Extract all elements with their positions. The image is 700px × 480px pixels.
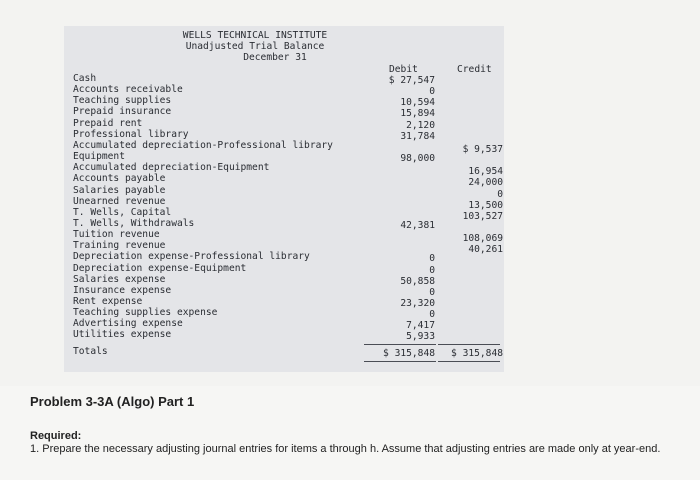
account-name: Unearned revenue bbox=[73, 196, 166, 207]
account-name: Utilities expense bbox=[73, 329, 172, 340]
required-text: 1. Prepare the necessary adjusting journal entries for items a through h. Assume that adjusting entries are made only at year-end. bbox=[30, 443, 661, 455]
credit-amount: 16,954 bbox=[468, 166, 503, 177]
debit-amount: 0 bbox=[429, 86, 435, 97]
credit-column-header: Credit bbox=[457, 64, 492, 75]
debit-column-header: Debit bbox=[389, 64, 418, 75]
debit-amount: 31,784 bbox=[400, 131, 435, 142]
credit-amount: $ 9,537 bbox=[462, 144, 503, 155]
account-name: Accumulated depreciation-Professional library bbox=[73, 140, 333, 151]
debit-amount: 10,594 bbox=[400, 97, 435, 108]
account-name: Teaching supplies bbox=[73, 95, 172, 106]
account-name: Teaching supplies expense bbox=[73, 307, 218, 318]
account-name: Training revenue bbox=[73, 240, 166, 251]
account-name: Prepaid rent bbox=[73, 118, 143, 129]
credit-total-rule bbox=[438, 344, 500, 345]
totals-credit: $ 315,848 bbox=[451, 348, 503, 359]
company-name: WELLS TECHNICAL INSTITUTE bbox=[182, 30, 328, 41]
credit-amount: 24,000 bbox=[468, 177, 503, 188]
debit-amount: 98,000 bbox=[400, 153, 435, 164]
debit-amount: 0 bbox=[429, 253, 435, 264]
debit-amount: 0 bbox=[429, 309, 435, 320]
problem-title: Problem 3-3A (Algo) Part 1 bbox=[30, 394, 195, 409]
debit-amount: 7,417 bbox=[406, 320, 435, 331]
required-label: Required: bbox=[30, 430, 82, 442]
debit-total-rule bbox=[364, 344, 436, 345]
debit-double-rule bbox=[364, 361, 436, 362]
report-date: December 31 bbox=[243, 52, 307, 63]
account-name: Cash bbox=[73, 73, 97, 84]
account-name: Accounts receivable bbox=[73, 84, 183, 95]
account-name: T. Wells, Withdrawals bbox=[73, 218, 195, 229]
credit-amount: 103,527 bbox=[462, 211, 503, 222]
account-name: Tuition revenue bbox=[73, 229, 160, 240]
report-title: Unadjusted Trial Balance bbox=[185, 41, 325, 52]
account-name: Salaries payable bbox=[73, 185, 166, 196]
debit-amount: 50,858 bbox=[400, 276, 435, 287]
totals-label: Totals bbox=[73, 346, 108, 357]
account-name: Insurance expense bbox=[73, 285, 172, 296]
credit-amount: 13,500 bbox=[468, 200, 503, 211]
account-name: Accounts payable bbox=[73, 173, 166, 184]
account-name: Equipment bbox=[73, 151, 125, 162]
debit-amount: $ 27,547 bbox=[388, 75, 435, 86]
account-name: Salaries expense bbox=[73, 274, 166, 285]
debit-amount: 2,120 bbox=[406, 120, 435, 131]
debit-amount: 23,320 bbox=[400, 298, 435, 309]
debit-amount: 15,894 bbox=[400, 108, 435, 119]
credit-amount: 108,069 bbox=[462, 233, 503, 244]
account-name: Depreciation expense-Equipment bbox=[73, 263, 247, 274]
account-name: Depreciation expense-Professional library bbox=[73, 251, 310, 262]
debit-amount: 0 bbox=[429, 265, 435, 276]
totals-debit: $ 315,848 bbox=[383, 348, 435, 359]
debit-amount: 0 bbox=[429, 287, 435, 298]
account-name: Prepaid insurance bbox=[73, 106, 172, 117]
debit-amount: 5,933 bbox=[406, 331, 435, 342]
credit-amount: 0 bbox=[497, 189, 503, 200]
account-name: T. Wells, Capital bbox=[73, 207, 172, 218]
credit-amount: 40,261 bbox=[468, 244, 503, 255]
account-name: Advertising expense bbox=[73, 318, 183, 329]
account-name: Rent expense bbox=[73, 296, 143, 307]
credit-double-rule bbox=[438, 361, 500, 362]
account-name: Accumulated depreciation-Equipment bbox=[73, 162, 270, 173]
debit-amount: 42,381 bbox=[400, 220, 435, 231]
account-name: Professional library bbox=[73, 129, 189, 140]
